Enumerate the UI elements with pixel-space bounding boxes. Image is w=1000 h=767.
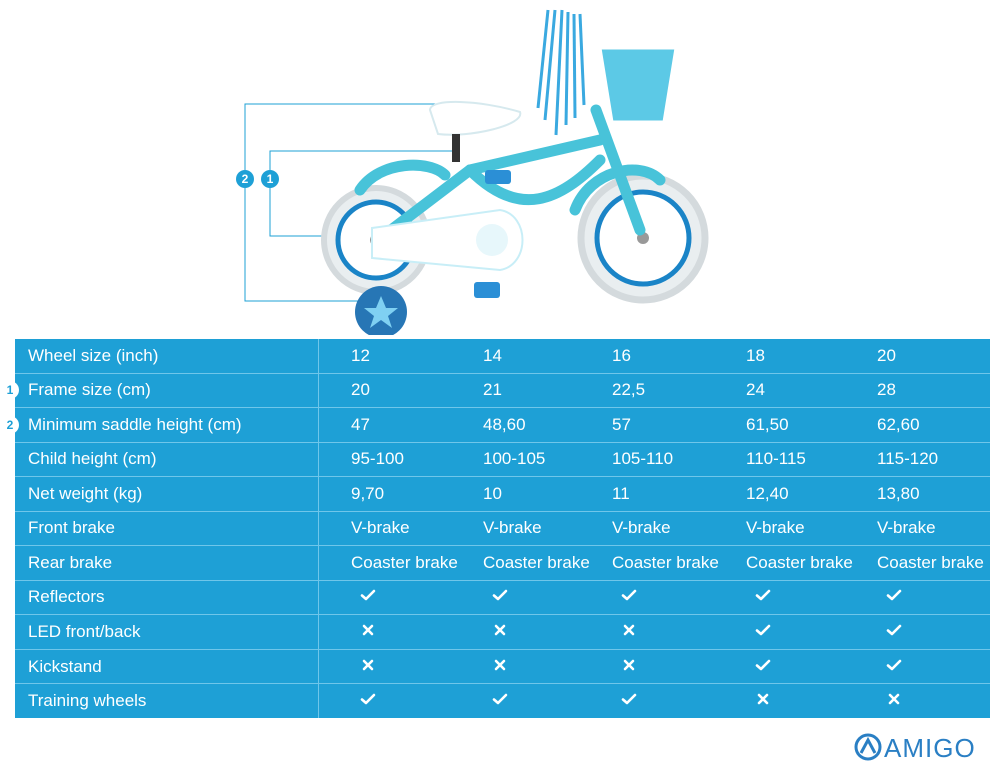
cell-value: 10 (483, 483, 502, 503)
row-label: Child height (cm) (28, 449, 157, 469)
icon-wrapper (483, 587, 508, 607)
cell-value: Coaster brake (612, 552, 719, 572)
cross-icon (886, 692, 902, 706)
check-icon (360, 692, 376, 706)
row-label-cell (15, 546, 319, 581)
cell-value: Coaster brake (746, 552, 853, 572)
check-icon (492, 692, 508, 706)
icon-wrapper (483, 657, 508, 677)
cell-value: 24 (746, 380, 765, 400)
value-cell (483, 442, 612, 477)
cell-value: 16 (612, 345, 631, 365)
value-cell (319, 684, 484, 718)
table-row (15, 615, 990, 650)
value-cell (877, 649, 990, 684)
row-label: Rear brake (28, 552, 113, 572)
cross-icon (492, 658, 508, 672)
row-label: Wheel size (inch) (28, 345, 159, 365)
value-cell (319, 373, 484, 408)
row-label: LED front/back (28, 622, 141, 642)
check-icon (621, 588, 637, 602)
cell-value: 9,70 (351, 483, 385, 503)
value-cell (877, 442, 990, 477)
table-row (15, 442, 990, 477)
row-label-cell (15, 580, 319, 615)
icon-wrapper (877, 691, 902, 711)
row-label: Minimum saddle height (cm) (28, 414, 242, 434)
value-cell (612, 339, 746, 373)
icon-wrapper (877, 657, 902, 677)
icon-wrapper (351, 587, 376, 607)
row-label: Reflectors (28, 587, 105, 607)
cell-value: V-brake (612, 518, 671, 538)
icon-wrapper (612, 691, 637, 711)
cell-value: V-brake (877, 518, 936, 538)
row-marker-badge: 2 (1, 416, 19, 434)
cross-icon (621, 658, 637, 672)
check-icon (886, 658, 902, 672)
row-label-cell (15, 339, 319, 373)
icon-wrapper (746, 657, 771, 677)
value-cell (319, 649, 484, 684)
cell-value: Coaster brake (877, 552, 984, 572)
icon-wrapper (351, 691, 376, 711)
cell-value: 11 (612, 483, 630, 503)
value-cell (612, 477, 746, 512)
cross-icon (360, 658, 376, 672)
value-cell (612, 546, 746, 581)
cell-value: 105-110 (612, 449, 674, 469)
table-row (15, 477, 990, 512)
value-cell (877, 615, 990, 650)
cell-value: 28 (877, 380, 896, 400)
value-cell (612, 649, 746, 684)
check-icon (360, 588, 376, 602)
cell-value: V-brake (351, 518, 410, 538)
row-label: Front brake (28, 518, 115, 538)
value-cell (319, 615, 484, 650)
cell-value: 21 (483, 380, 502, 400)
value-cell (746, 339, 877, 373)
cross-icon (492, 623, 508, 637)
check-icon (886, 588, 902, 602)
value-cell (319, 477, 484, 512)
icon-wrapper (877, 622, 902, 642)
cell-value: 95-100 (351, 449, 404, 469)
value-cell (612, 373, 746, 408)
icon-wrapper (483, 622, 508, 642)
cell-value: 13,80 (877, 483, 920, 503)
icon-wrapper (746, 691, 771, 711)
row-label: Training wheels (28, 691, 147, 711)
cell-value: 61,50 (746, 414, 789, 434)
row-label: Net weight (kg) (28, 483, 143, 503)
value-cell (746, 649, 877, 684)
table-row (15, 649, 990, 684)
cell-value: 20 (877, 345, 896, 365)
icon-wrapper (351, 657, 376, 677)
check-icon (755, 588, 771, 602)
cross-icon (755, 692, 771, 706)
table-row (15, 408, 990, 443)
cell-value: 110-115 (746, 449, 806, 469)
cell-value: 57 (612, 414, 631, 434)
front-wheel (581, 176, 705, 300)
value-cell (483, 339, 612, 373)
saddle (430, 102, 520, 162)
value-cell (746, 408, 877, 443)
value-cell (746, 477, 877, 512)
value-cell (877, 339, 990, 373)
value-cell (746, 580, 877, 615)
specification-table (6, 339, 990, 718)
icon-wrapper (612, 657, 637, 677)
handlebar-streamers (538, 10, 584, 135)
value-cell (319, 580, 484, 615)
icon-wrapper (746, 622, 771, 642)
value-cell (612, 684, 746, 718)
value-cell (877, 408, 990, 443)
callout-marker-frame-size: 1 (261, 170, 279, 188)
value-cell (483, 580, 612, 615)
icon-wrapper (877, 587, 902, 607)
cell-value: 62,60 (877, 414, 920, 434)
cross-icon (360, 623, 376, 637)
value-cell (483, 373, 612, 408)
check-icon (755, 623, 771, 637)
amigo-logo (854, 732, 990, 762)
basket (600, 33, 676, 122)
check-icon (621, 692, 637, 706)
value-cell (746, 684, 877, 718)
cell-value: 48,60 (483, 414, 526, 434)
value-cell (483, 684, 612, 718)
value-cell (746, 511, 877, 546)
cell-value: 12,40 (746, 483, 789, 503)
row-label-cell (6, 408, 319, 443)
row-label-cell (15, 649, 319, 684)
value-cell (877, 373, 990, 408)
value-cell (483, 649, 612, 684)
value-cell (319, 546, 484, 581)
value-cell (483, 546, 612, 581)
bicycle-illustration (0, 0, 1000, 335)
value-cell (877, 511, 990, 546)
value-cell (483, 615, 612, 650)
check-icon (886, 623, 902, 637)
specification-table-body (6, 339, 990, 718)
value-cell (612, 580, 746, 615)
value-cell (319, 408, 484, 443)
value-cell (319, 339, 484, 373)
cell-value: 20 (351, 380, 370, 400)
cell-value: 100-105 (483, 449, 546, 469)
cell-value: 47 (351, 414, 370, 434)
row-label-cell (15, 615, 319, 650)
value-cell (483, 511, 612, 546)
icon-wrapper (746, 587, 771, 607)
cell-value: 18 (746, 345, 765, 365)
value-cell (612, 408, 746, 443)
value-cell (877, 477, 990, 512)
value-cell (483, 477, 612, 512)
cell-value: 14 (483, 345, 502, 365)
row-label-cell (15, 442, 319, 477)
row-label-cell (6, 373, 319, 408)
row-label-cell (15, 477, 319, 512)
table-row (15, 684, 990, 718)
cell-value: Coaster brake (483, 552, 590, 572)
brand-logo (854, 732, 990, 767)
cell-value: 12 (351, 345, 370, 365)
value-cell (319, 511, 484, 546)
row-label-cell (15, 684, 319, 718)
callout-marker-saddle-height: 2 (236, 170, 254, 188)
row-label: Frame size (cm) (28, 380, 151, 400)
row-label-cell (15, 511, 319, 546)
icon-wrapper (612, 622, 637, 642)
value-cell (877, 546, 990, 581)
check-icon (492, 588, 508, 602)
cell-value: V-brake (483, 518, 542, 538)
table-row (15, 546, 990, 581)
value-cell (746, 373, 877, 408)
icon-wrapper (351, 622, 376, 642)
icon-wrapper (483, 691, 508, 711)
cell-value: V-brake (746, 518, 805, 538)
value-cell (612, 511, 746, 546)
cell-value: Coaster brake (351, 552, 458, 572)
cell-value: 22,5 (612, 380, 646, 400)
value-cell (612, 442, 746, 477)
value-cell (612, 615, 746, 650)
value-cell (319, 442, 484, 477)
brand-name: AMIGO (884, 733, 976, 762)
cross-icon (621, 623, 637, 637)
value-cell (746, 442, 877, 477)
cell-value: 115-120 (877, 449, 939, 469)
row-label: Kickstand (28, 656, 102, 676)
table-row (15, 339, 990, 373)
value-cell (746, 546, 877, 581)
value-cell (877, 684, 990, 718)
check-icon (755, 658, 771, 672)
value-cell (483, 408, 612, 443)
row-marker-badge: 1 (1, 381, 19, 399)
table-row (15, 373, 990, 408)
value-cell (746, 615, 877, 650)
value-cell (877, 580, 990, 615)
table-row (15, 580, 990, 615)
icon-wrapper (612, 587, 637, 607)
table-row (15, 511, 990, 546)
